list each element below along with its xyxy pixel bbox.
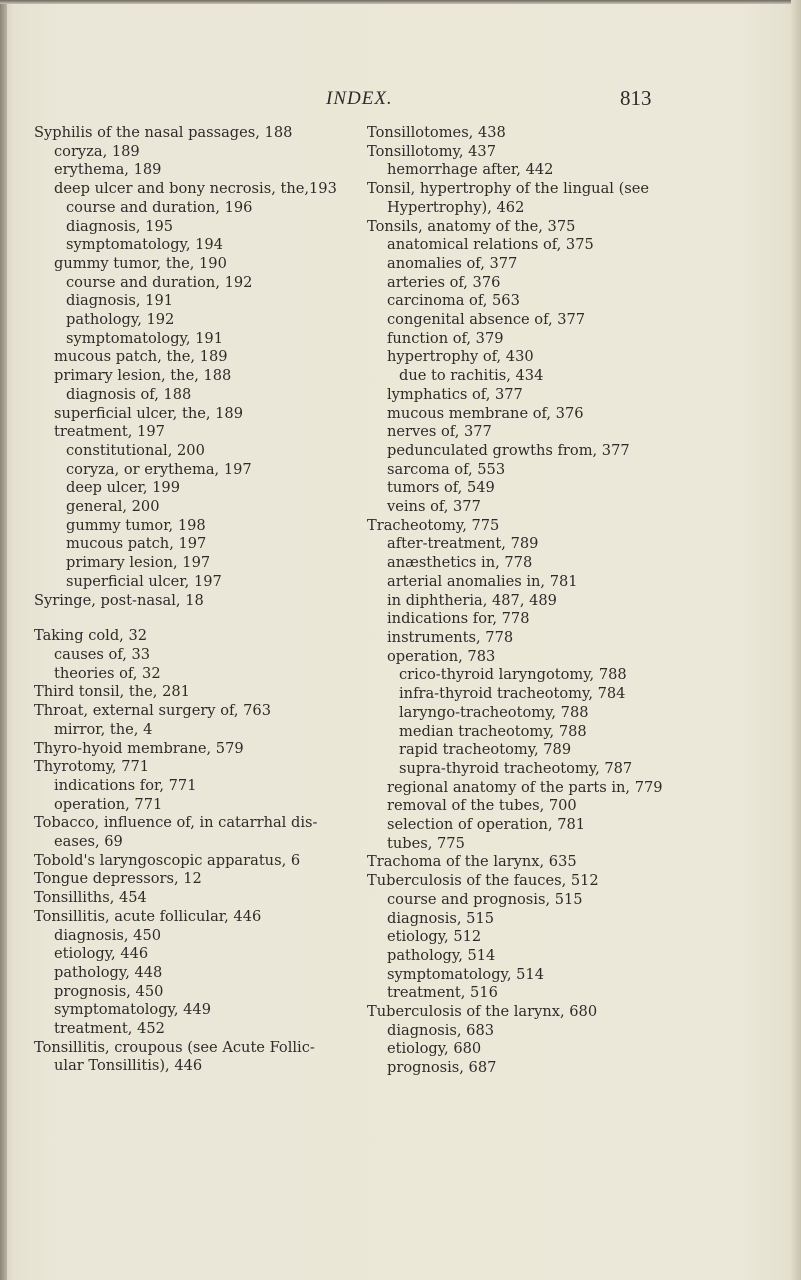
- index-subentry: regional anatomy of the parts in, 779: [387, 778, 663, 796]
- index-subentry: nerves of, 377: [387, 423, 492, 441]
- index-subentry: anæsthetics in, 778: [387, 554, 533, 572]
- index-subentry: superficial ulcer, 197: [66, 572, 222, 590]
- index-heading: Tongue depressors, 12: [34, 870, 202, 888]
- index-heading: Third tonsil, the, 281: [34, 683, 190, 701]
- index-subentry: diagnosis, 515: [387, 909, 495, 927]
- index-subentry: hypertrophy of, 430: [387, 348, 534, 366]
- index-subentry: symptomatology, 449: [54, 1001, 211, 1019]
- index-subentry: mucous patch, the, 189: [54, 348, 228, 366]
- index-subentry: median tracheotomy, 788: [399, 722, 587, 740]
- index-subentry: mirror, the, 4: [54, 720, 153, 738]
- index-subentry: selection of operation, 781: [387, 816, 586, 834]
- page-right-edge: [791, 0, 801, 1280]
- index-heading: Tuberculosis of the larynx, 680: [367, 1003, 598, 1021]
- index-heading: Tonsillotomes, 438: [367, 124, 506, 141]
- index-subentry: rapid tracheotomy, 789: [399, 741, 572, 759]
- index-subentry: coryza, 189: [54, 142, 140, 160]
- index-heading: Throat, external surgery of, 763: [34, 702, 271, 720]
- index-subentry: veins of, 377: [387, 498, 481, 516]
- index-subentry: superficial ulcer, the, 189: [54, 404, 243, 422]
- index-subentry: laryngo-tracheotomy, 788: [399, 703, 589, 721]
- index-subentry: mucous patch, 197: [66, 535, 207, 553]
- index-heading: Syphilis of the nasal passages, 188: [34, 124, 293, 141]
- index-subentry: primary lesion, the, 188: [54, 367, 232, 385]
- index-subentry: treatment, 452: [54, 1020, 165, 1038]
- index-subentry: congenital absence of, 377: [387, 311, 586, 329]
- index-subentry: symptomatology, 191: [66, 329, 223, 347]
- index-subentry: treatment, 197: [54, 423, 165, 441]
- index-subentry: arterial anomalies in, 781: [387, 572, 578, 590]
- index-subentry: supra-thyroid tracheotomy, 787: [399, 759, 633, 777]
- index-subentry: anomalies of, 377: [387, 254, 518, 272]
- index-subentry: ular Tonsillitis), 446: [54, 1057, 203, 1075]
- index-heading: Tobold's laryngoscopic apparatus, 6: [34, 851, 301, 869]
- index-subentry: indications for, 771: [54, 776, 197, 794]
- index-subentry: eases, 69: [54, 833, 123, 851]
- index-subentry: course and prognosis, 515: [387, 890, 583, 908]
- index-subentry: pathology, 514: [387, 946, 496, 964]
- index-subentry: indications for, 778: [387, 610, 530, 628]
- index-heading: Tonsilliths, 454: [34, 889, 147, 907]
- index-subentry: sarcoma of, 553: [387, 460, 506, 478]
- index-subentry: removal of the tubes, 700: [387, 797, 577, 815]
- section-gap: [34, 610, 364, 627]
- index-heading: Tonsillitis, acute follicular, 446: [34, 907, 262, 925]
- index-subentry: treatment, 516: [387, 984, 498, 1002]
- index-heading: Thyrotomy, 771: [34, 758, 150, 776]
- index-subentry: diagnosis, 191: [66, 292, 174, 310]
- index-heading: Tobacco, influence of, in catarrhal dis-: [34, 814, 318, 832]
- index-subentry: diagnosis, 450: [54, 926, 162, 944]
- index-subentry: etiology, 512: [387, 928, 482, 946]
- index-subentry: hemorrhage after, 442: [387, 161, 554, 179]
- index-heading: Taking cold, 32: [34, 627, 148, 645]
- index-subentry: infra-thyroid tracheotomy, 784: [399, 685, 626, 703]
- index-subentry: symptomatology, 514: [387, 965, 544, 983]
- index-subentry: tubes, 775: [387, 834, 465, 852]
- page-number: 813: [620, 86, 652, 110]
- index-subentry: mucous membrane of, 376: [387, 404, 584, 422]
- index-subentry: pedunculated growths from, 377: [387, 441, 630, 459]
- index-subentry: Hypertrophy), 462: [387, 198, 525, 216]
- page-gutter-shadow: [0, 0, 7, 1280]
- index-subentry: operation, 771: [54, 795, 163, 813]
- index-subentry: crico-thyroid laryngotomy, 788: [399, 666, 627, 684]
- running-title: INDEX.: [326, 88, 393, 109]
- index-heading: Tonsillotomy, 437: [367, 142, 496, 160]
- index-subentry: function of, 379: [387, 329, 504, 347]
- index-heading: Tonsils, anatomy of the, 375: [367, 217, 576, 235]
- index-subentry: arteries of, 376: [387, 273, 501, 291]
- index-subentry: prognosis, 687: [387, 1059, 497, 1077]
- index-subentry: gummy tumor, the, 190: [54, 254, 227, 272]
- index-subentry: due to rachitis, 434: [399, 367, 544, 385]
- index-subentry: course and duration, 192: [66, 273, 253, 291]
- index-heading: Tonsillitis, croupous (see Acute Follic-: [34, 1038, 315, 1056]
- index-subentry: anatomical relations of, 375: [387, 236, 594, 254]
- index-subentry: etiology, 680: [387, 1040, 482, 1058]
- index-subentry: pathology, 192: [66, 311, 175, 329]
- index-subentry: deep ulcer and bony necrosis, the,193: [54, 180, 337, 198]
- index-subentry: causes of, 33: [54, 645, 151, 663]
- index-subentry: deep ulcer, 199: [66, 479, 180, 497]
- index-heading: Trachoma of the larynx, 635: [367, 853, 577, 871]
- index-subentry: course and duration, 196: [66, 198, 253, 216]
- index-subentry: instruments, 778: [387, 628, 514, 646]
- index-heading: Tonsil, hypertrophy of the lingual (see: [367, 180, 650, 198]
- index-subentry: after-treatment, 789: [387, 535, 539, 553]
- index-subentry: operation, 783: [387, 647, 496, 665]
- index-subentry: general, 200: [66, 498, 160, 516]
- index-subentry: lymphatics of, 377: [387, 385, 523, 403]
- index-subentry: etiology, 446: [54, 945, 149, 963]
- index-subentry: diagnosis of, 188: [66, 385, 192, 403]
- index-subentry: symptomatology, 194: [66, 236, 223, 254]
- index-subentry: diagnosis, 683: [387, 1021, 495, 1039]
- index-subentry: theories of, 32: [54, 664, 161, 682]
- index-subentry: carcinoma of, 563: [387, 292, 520, 310]
- index-subentry: gummy tumor, 198: [66, 516, 206, 534]
- index-subentry: diagnosis, 195: [66, 217, 174, 235]
- index-subentry: primary lesion, 197: [66, 554, 211, 572]
- index-subentry: constitutional, 200: [66, 441, 205, 459]
- page-top-edge: [0, 0, 801, 4]
- index-column-left: [34, 124, 364, 1076]
- index-column-right: [367, 124, 792, 1078]
- index-heading: Tuberculosis of the fauces, 512: [367, 872, 599, 890]
- index-subentry: tumors of, 549: [387, 479, 495, 497]
- index-subentry: prognosis, 450: [54, 982, 164, 1000]
- index-subentry: pathology, 448: [54, 963, 163, 981]
- index-heading: Syringe, post-nasal, 18: [34, 591, 204, 609]
- page-header: [0, 88, 801, 112]
- index-heading: Thyro-hyoid membrane, 579: [34, 739, 244, 757]
- index-subentry: coryza, or erythema, 197: [66, 460, 252, 478]
- index-subentry: erythema, 189: [54, 161, 162, 179]
- index-subentry: in diphtheria, 487, 489: [387, 591, 557, 609]
- index-heading: Tracheotomy, 775: [367, 516, 500, 534]
